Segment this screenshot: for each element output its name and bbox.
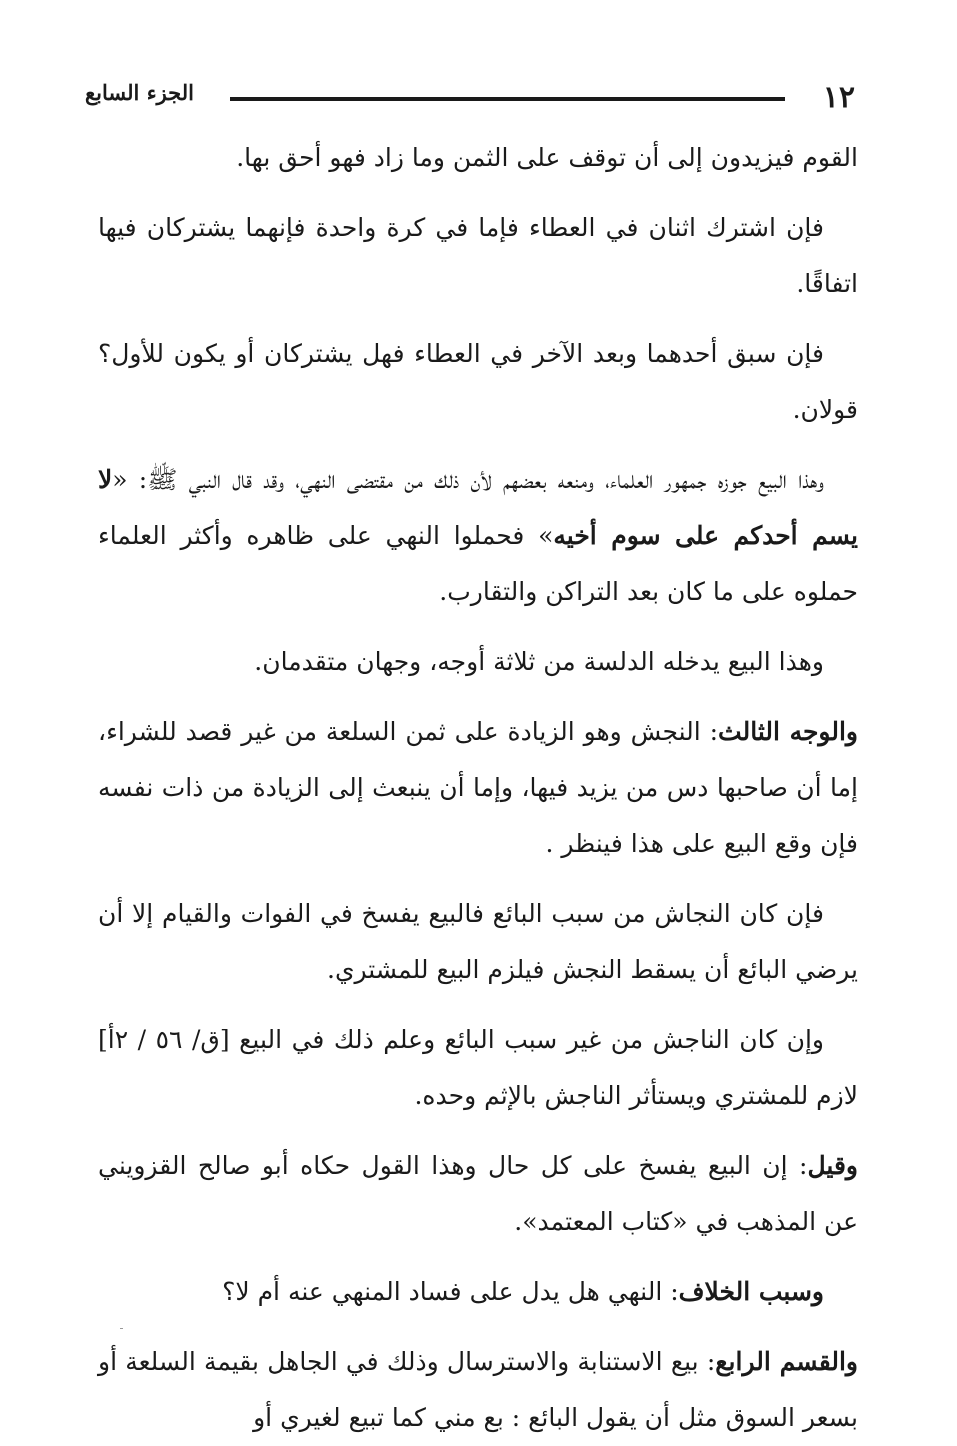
section-heading: والقسم الرابع: [715, 1347, 858, 1376]
body-text: [98, 130, 858, 1446]
paragraph: [98, 452, 858, 620]
paragraph-text: : النهي هل يدل على فساد المنهي عنه أم لا؟: [222, 1277, 679, 1306]
paragraph: [98, 704, 858, 872]
section-heading: والوجه الثالث: [718, 717, 858, 746]
section-heading: وقيل: [807, 1151, 858, 1180]
hadith-quote: لا يسم أحدكم على سوم أخيه: [98, 465, 858, 550]
paragraph: وهذا البيع يدخله الدلسة من ثلاثة أوجه، وجهان متقدمان.: [254, 647, 824, 676]
paragraph-text: : إن البيع يفسخ على كل حال وهذا القول حكاه أبو صالح القزويني عن المذهب في «كتاب المعتمد».: [98, 1151, 858, 1236]
paragraph: فإن اشترك اثنان في العطاء فإما في كرة واحدة فإنهما يشتركان فيها اتفاقًا.: [98, 213, 858, 298]
paragraph: وإن كان الناجش من غير سبب البائع وعلم ذلك في البيع [ق/ ٥٦ / ٢أ] لازم للمشتري ويستأثر الناجش بالإثم وحده.: [98, 1025, 858, 1110]
paragraph: [98, 1334, 858, 1446]
paragraph-text: » فحملوا النهي على ظاهره وأكثر العلماء حملوه على ما كان بعد التراكن والتقارب.: [98, 521, 858, 606]
running-title: الجزء السابع: [85, 80, 194, 105]
scan-artifact: [120, 1328, 123, 1329]
section-heading: وسبب الخلاف: [678, 1277, 824, 1306]
paragraph-text: : بيع الاستنابة والاسترسال وذلك في الجاهل بقيمة السلعة أو بسعر السوق مثل أن يقول البائع : بع مني كما تبيع لغيري أو: [98, 1347, 858, 1432]
paragraph: فإن سبق أحدهما وبعد الآخر في العطاء فهل يشتركان أو يكون للأول؟ قولان.: [98, 339, 858, 424]
paragraph-text: : النجش وهو الزيادة على ثمن السلعة من غير قصد للشراء، إما أن صاحبها دس من يزيد فيها، وإما أن ينبعث إلى الزيادة من ذات نفسه فإن وقع البيع على هذا فينظر .: [98, 717, 858, 858]
page-number: ١٢: [822, 80, 855, 115]
paragraph: [98, 1138, 858, 1250]
page-header: [80, 72, 855, 122]
paragraph: فإن كان النجاش من سبب البائع فالبيع يفسخ في الفوات والقيام إلا أن يرضي البائع أن يسقط النجش فيلزم البيع للمشتري.: [98, 899, 858, 984]
paragraph: [98, 1264, 858, 1320]
header-rule: [230, 97, 785, 101]
paragraph: القوم فيزيدون إلى أن توقف على الثمن وما زاد فهو أحق بها.: [236, 143, 858, 172]
paragraph-text: وهذا البيع جوزه جمهور العلماء، ومنعه بعضهم لأن ذلك من مقتضى النهي، وقد قال النبي ﷺ: «: [112, 465, 824, 494]
